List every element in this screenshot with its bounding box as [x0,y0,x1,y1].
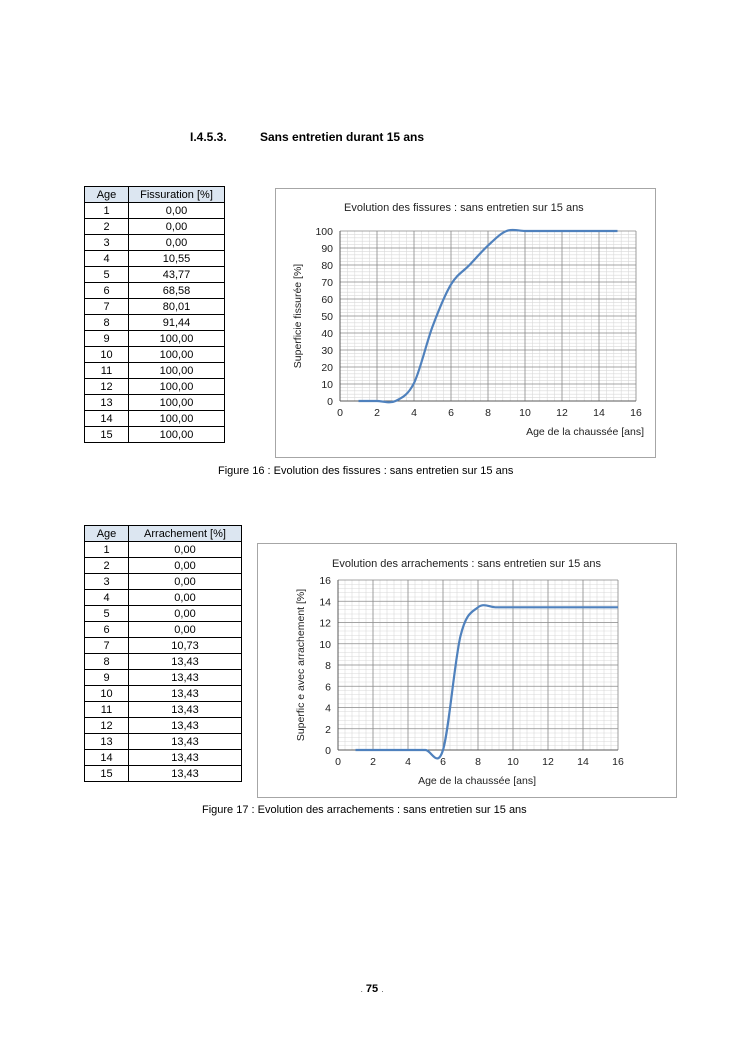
y-tick-label: 60 [321,294,333,306]
x-tick-label: 10 [519,407,531,419]
age-cell: 15 [85,766,129,782]
value-cell: 0,00 [129,235,225,251]
x-tick-label: 16 [612,756,624,768]
value-cell: 10,55 [129,251,225,267]
age-cell: 2 [85,558,129,574]
table-row [85,718,242,734]
value-cell: 0,00 [129,203,225,219]
value-cell: 0,00 [129,622,242,638]
x-tick-label: 2 [374,407,380,419]
x-tick-label: 2 [370,756,376,768]
x-tick-label: 14 [577,756,589,768]
x-tick-label: 16 [630,407,642,419]
age-cell: 12 [85,379,129,395]
table-row [85,590,242,606]
chart-fissures [275,188,656,458]
age-cell: 1 [85,542,129,558]
table-row [85,638,242,654]
value-cell: 43,77 [129,267,225,283]
age-cell: 1 [85,203,129,219]
table-row [85,427,225,443]
table-row [85,283,225,299]
table-row [85,766,242,782]
age-cell: 14 [85,411,129,427]
age-cell: 10 [85,686,129,702]
y-axis-label: Superfic e avec arrachement [%] [295,588,307,742]
y-tick-label: 16 [319,575,331,587]
table-row [85,411,225,427]
value-cell: 13,43 [129,702,242,718]
age-cell: 13 [85,734,129,750]
value-cell: 80,01 [129,299,225,315]
table-row [85,654,242,670]
x-axis-label: Age de la chaussée [ans] [418,775,536,787]
table-row [85,347,225,363]
value-cell: 13,43 [129,766,242,782]
value-cell: 100,00 [129,379,225,395]
value-cell: 13,43 [129,750,242,766]
table-row [85,542,242,558]
y-tick-label: 80 [321,260,333,272]
x-tick-label: 4 [411,407,417,419]
x-tick-label: 8 [485,407,491,419]
y-tick-label: 6 [325,681,331,694]
value-cell: 13,43 [129,718,242,734]
x-tick-label: 4 [405,756,411,768]
age-cell: 13 [85,395,129,411]
page-marker-right: . [381,985,384,994]
section-number: I.4.5.3. [190,130,227,144]
age-cell: 14 [85,750,129,766]
table-row [85,750,242,766]
age-cell: 6 [85,622,129,638]
table-row [85,670,242,686]
value-cell: 0,00 [129,219,225,235]
value-cell: 0,00 [129,574,242,590]
chart-title: Evolution des arrachements : sans entretien sur 15 ans [332,558,602,570]
value-cell: 68,58 [129,283,225,299]
value-cell: 100,00 [129,331,225,347]
fissuration-table [84,186,225,443]
table-header-age: Age [85,526,129,542]
table-row [85,574,242,590]
x-tick-label: 6 [440,756,446,768]
table-row [85,315,225,331]
figure-16-caption: Figure 16 : Evolution des fissures : sans entretien sur 15 ans [218,465,514,477]
value-cell: 13,43 [129,686,242,702]
value-cell: 0,00 [129,606,242,622]
section-title: Sans entretien durant 15 ans [260,130,425,144]
age-cell: 11 [85,363,129,379]
age-cell: 8 [85,654,129,670]
table-row [85,734,242,750]
table-row [85,606,242,622]
x-tick-label: 8 [475,756,481,768]
table-row [85,299,225,315]
value-cell: 0,00 [129,542,242,558]
age-cell: 4 [85,251,129,267]
value-cell: 0,00 [129,558,242,574]
table-row [85,363,225,379]
table-row [85,395,225,411]
arrachement-table [84,525,242,782]
x-tick-label: 0 [335,756,341,768]
y-tick-label: 4 [325,702,331,715]
y-tick-label: 30 [321,345,333,357]
y-tick-label: 10 [319,638,331,651]
y-tick-label: 2 [325,723,331,736]
age-cell: 7 [85,638,129,654]
x-tick-label: 6 [448,407,454,419]
value-cell: 13,43 [129,734,242,750]
x-tick-label: 12 [556,407,568,419]
y-tick-label: 12 [319,617,331,630]
value-cell: 100,00 [129,411,225,427]
y-tick-label: 100 [315,226,333,238]
page-number-value: 75 [365,983,379,995]
page-marker-left: . [360,985,363,994]
y-tick-label: 90 [321,243,333,255]
y-tick-label: 50 [321,311,333,323]
y-tick-label: 0 [325,745,331,757]
x-tick-label: 10 [507,756,519,768]
y-tick-label: 0 [327,396,333,408]
table-row [85,558,242,574]
value-cell: 100,00 [129,395,225,411]
value-cell: 100,00 [129,427,225,443]
age-cell: 4 [85,590,129,606]
table-row [85,686,242,702]
table-header-fissuration: Fissuration [%] [129,187,225,203]
age-cell: 12 [85,718,129,734]
y-tick-label: 20 [321,362,333,374]
x-tick-label: 12 [542,756,554,768]
x-tick-label: 0 [337,407,343,419]
y-tick-label: 10 [321,379,333,391]
age-cell: 8 [85,315,129,331]
table-row [85,203,225,219]
y-tick-label: 14 [319,596,331,609]
age-cell: 15 [85,427,129,443]
age-cell: 11 [85,702,129,718]
page-number [0,983,744,995]
figure-17-caption: Figure 17 : Evolution des arrachements : sans entretien sur 15 ans [202,804,527,816]
age-cell: 7 [85,299,129,315]
value-cell: 13,43 [129,670,242,686]
table-row [85,235,225,251]
table-header-arrachement: Arrachement [%] [129,526,242,542]
age-cell: 3 [85,235,129,251]
y-tick-label: 8 [325,660,331,672]
table-row [85,702,242,718]
age-cell: 10 [85,347,129,363]
value-cell: 100,00 [129,347,225,363]
age-cell: 9 [85,670,129,686]
table-row [85,331,225,347]
value-cell: 100,00 [129,363,225,379]
table-row [85,219,225,235]
age-cell: 9 [85,331,129,347]
value-cell: 13,43 [129,654,242,670]
age-cell: 2 [85,219,129,235]
table-row [85,251,225,267]
table-row [85,379,225,395]
value-cell: 10,73 [129,638,242,654]
table-row [85,622,242,638]
chart-arrachements [257,543,677,798]
y-tick-label: 70 [321,277,333,289]
value-cell: 0,00 [129,590,242,606]
x-axis-label: Age de la chaussée [ans] [526,426,644,438]
age-cell: 6 [85,283,129,299]
x-tick-label: 14 [593,407,605,419]
y-tick-label: 40 [321,328,333,340]
value-cell: 91,44 [129,315,225,331]
y-axis-label: Superficie fissurée [%] [292,263,304,369]
table-row [85,267,225,283]
age-cell: 5 [85,606,129,622]
age-cell: 5 [85,267,129,283]
table-header-age: Age [85,187,129,203]
chart-title: Evolution des fissures : sans entretien sur 15 ans [344,202,584,214]
section-heading [190,130,424,144]
age-cell: 3 [85,574,129,590]
